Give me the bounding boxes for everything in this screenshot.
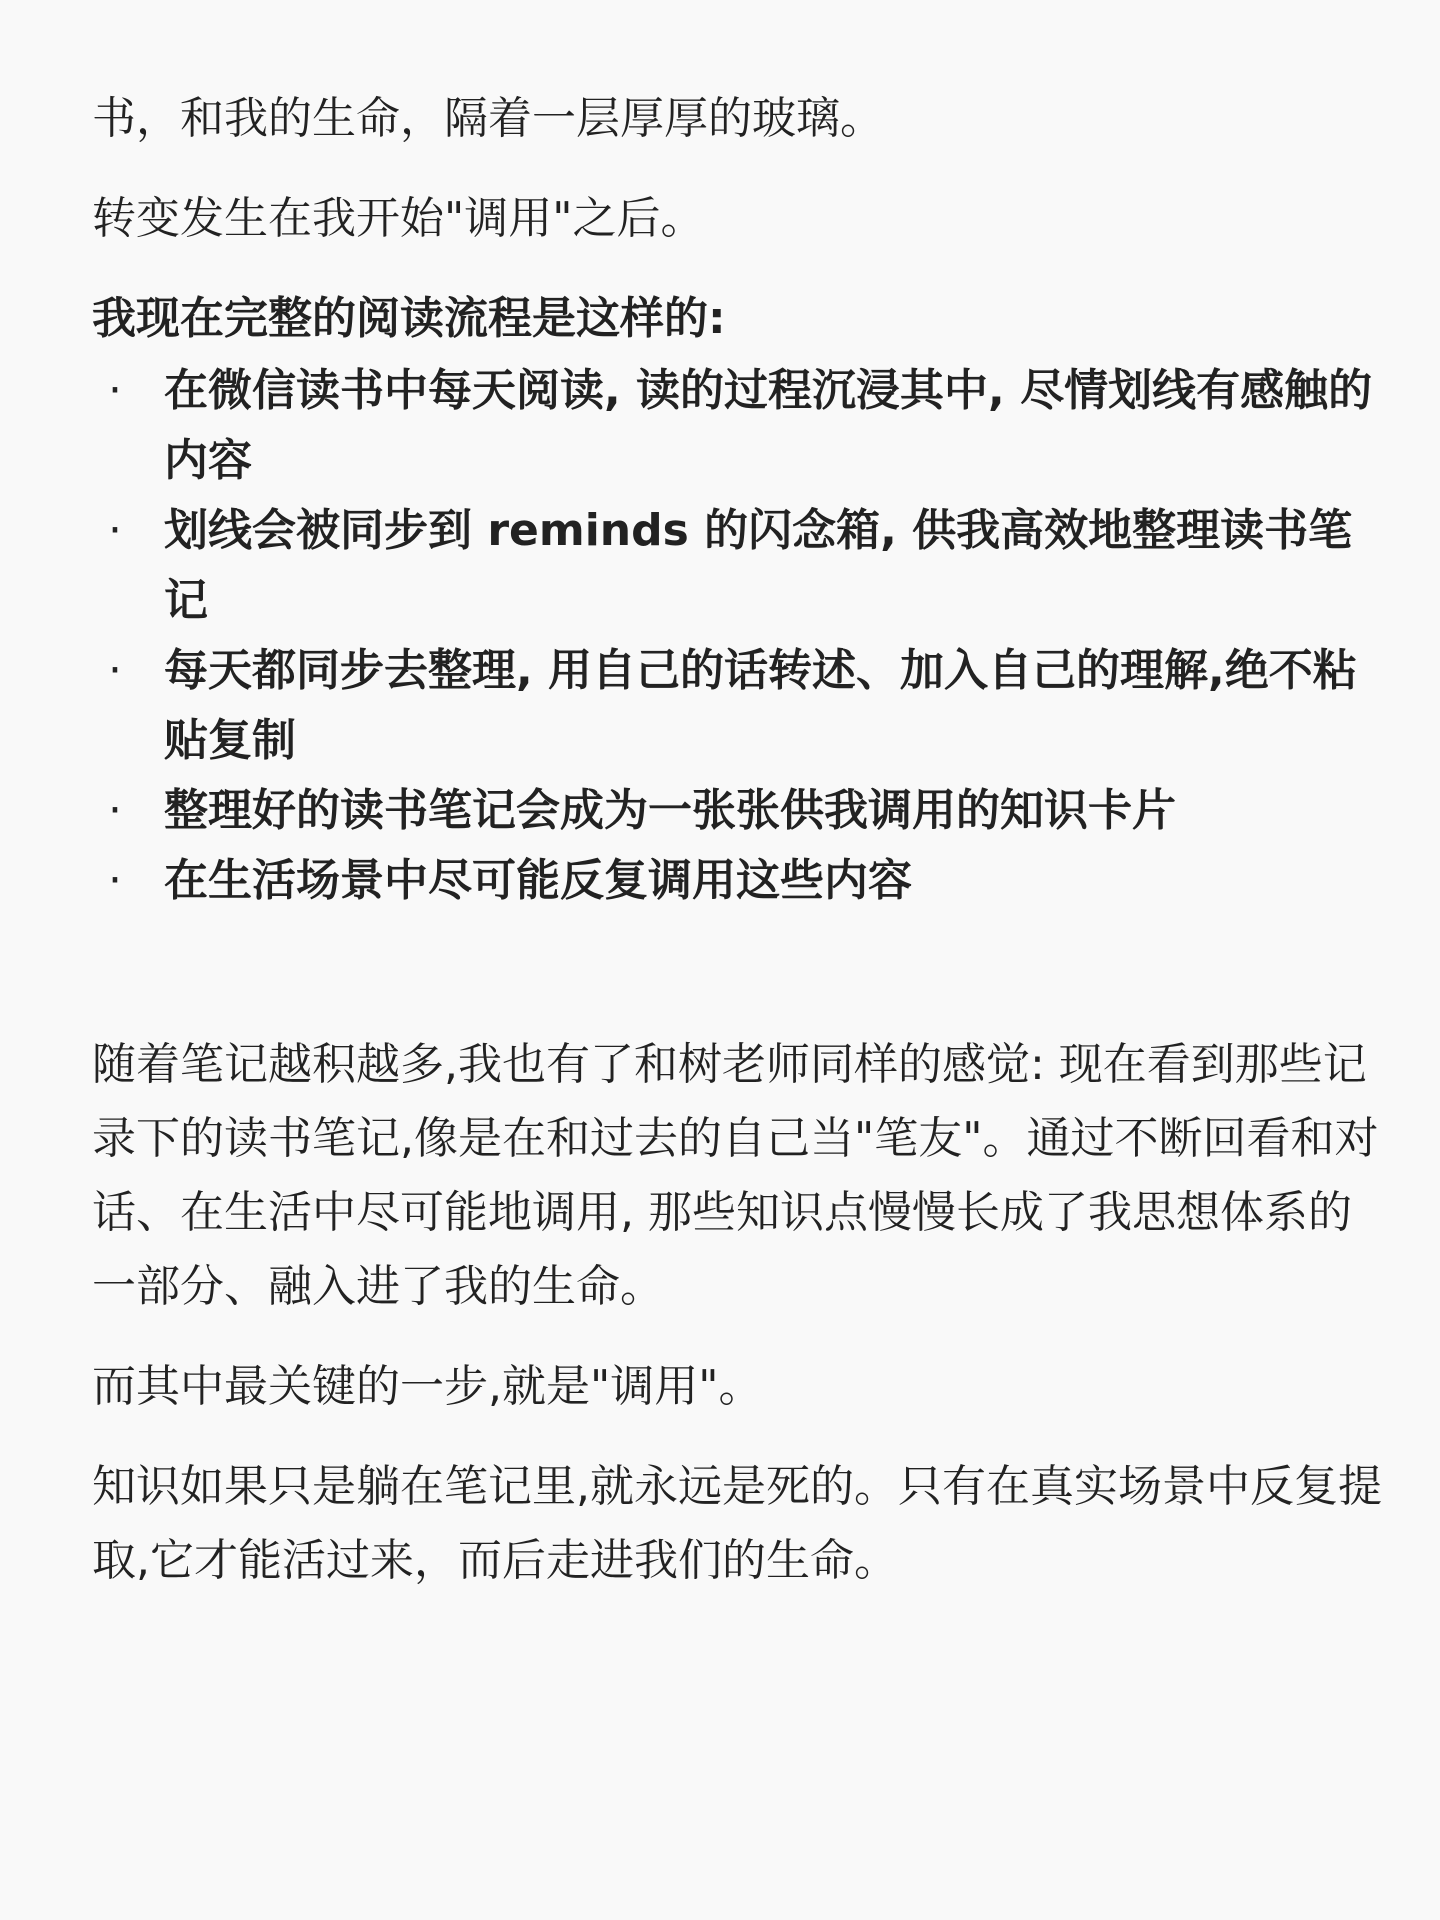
- article-body: [92, 82, 1392, 1624]
- list-item-text: 每天都同步去整理, 用自己的话转述、加入自己的理解,绝不粘贴复制: [164, 645, 1357, 766]
- bullet-icon: ·: [108, 365, 122, 416]
- list-item-text: 划线会被同步到 reminds 的闪念箱, 供我高效地整理读书笔记: [164, 505, 1353, 626]
- paragraph: 书，和我的生命，隔着一层厚厚的玻璃。: [92, 93, 884, 144]
- list-item-text: 在微信读书中每天阅读, 读的过程沉浸其中, 尽情划线有感触的内容: [164, 365, 1373, 486]
- bullet-icon: ·: [108, 505, 122, 556]
- paragraph: 而其中最关键的一步,就是"调用"。: [92, 1361, 763, 1412]
- paragraph: 转变发生在我开始"调用"之后。: [92, 193, 705, 244]
- bullet-icon: ·: [108, 785, 122, 836]
- list-item: [92, 776, 1392, 846]
- bullet-icon: ·: [108, 855, 122, 906]
- bullet-icon: ·: [108, 645, 122, 696]
- paragraph: 知识如果只是躺在笔记里,就永远是死的。只有在真实场景中反复提取,它才能活过来，而后走进我们的生命。: [92, 1461, 1382, 1586]
- list-item: [92, 356, 1392, 496]
- list-intro: 我现在完整的阅读流程是这样的:: [92, 293, 726, 344]
- list-item: [92, 636, 1392, 776]
- list-item: [92, 846, 1392, 916]
- paragraph: 随着笔记越积越多,我也有了和树老师同样的感觉: 现在看到那些记录下的读书笔记,像是在和过去的自己当"笔友"。通过不断回看和对话、在生活中尽可能地调用, 那些知识点慢慢长成了我思想体系的一部分、融入进了我的生命。: [92, 1039, 1379, 1312]
- list-item-text: 整理好的读书笔记会成为一张张供我调用的知识卡片: [164, 785, 1176, 836]
- workflow-list: [92, 356, 1392, 916]
- section-spacer: [92, 916, 1392, 1028]
- list-item: [92, 496, 1392, 636]
- list-item-text: 在生活场景中尽可能反复调用这些内容: [164, 855, 912, 906]
